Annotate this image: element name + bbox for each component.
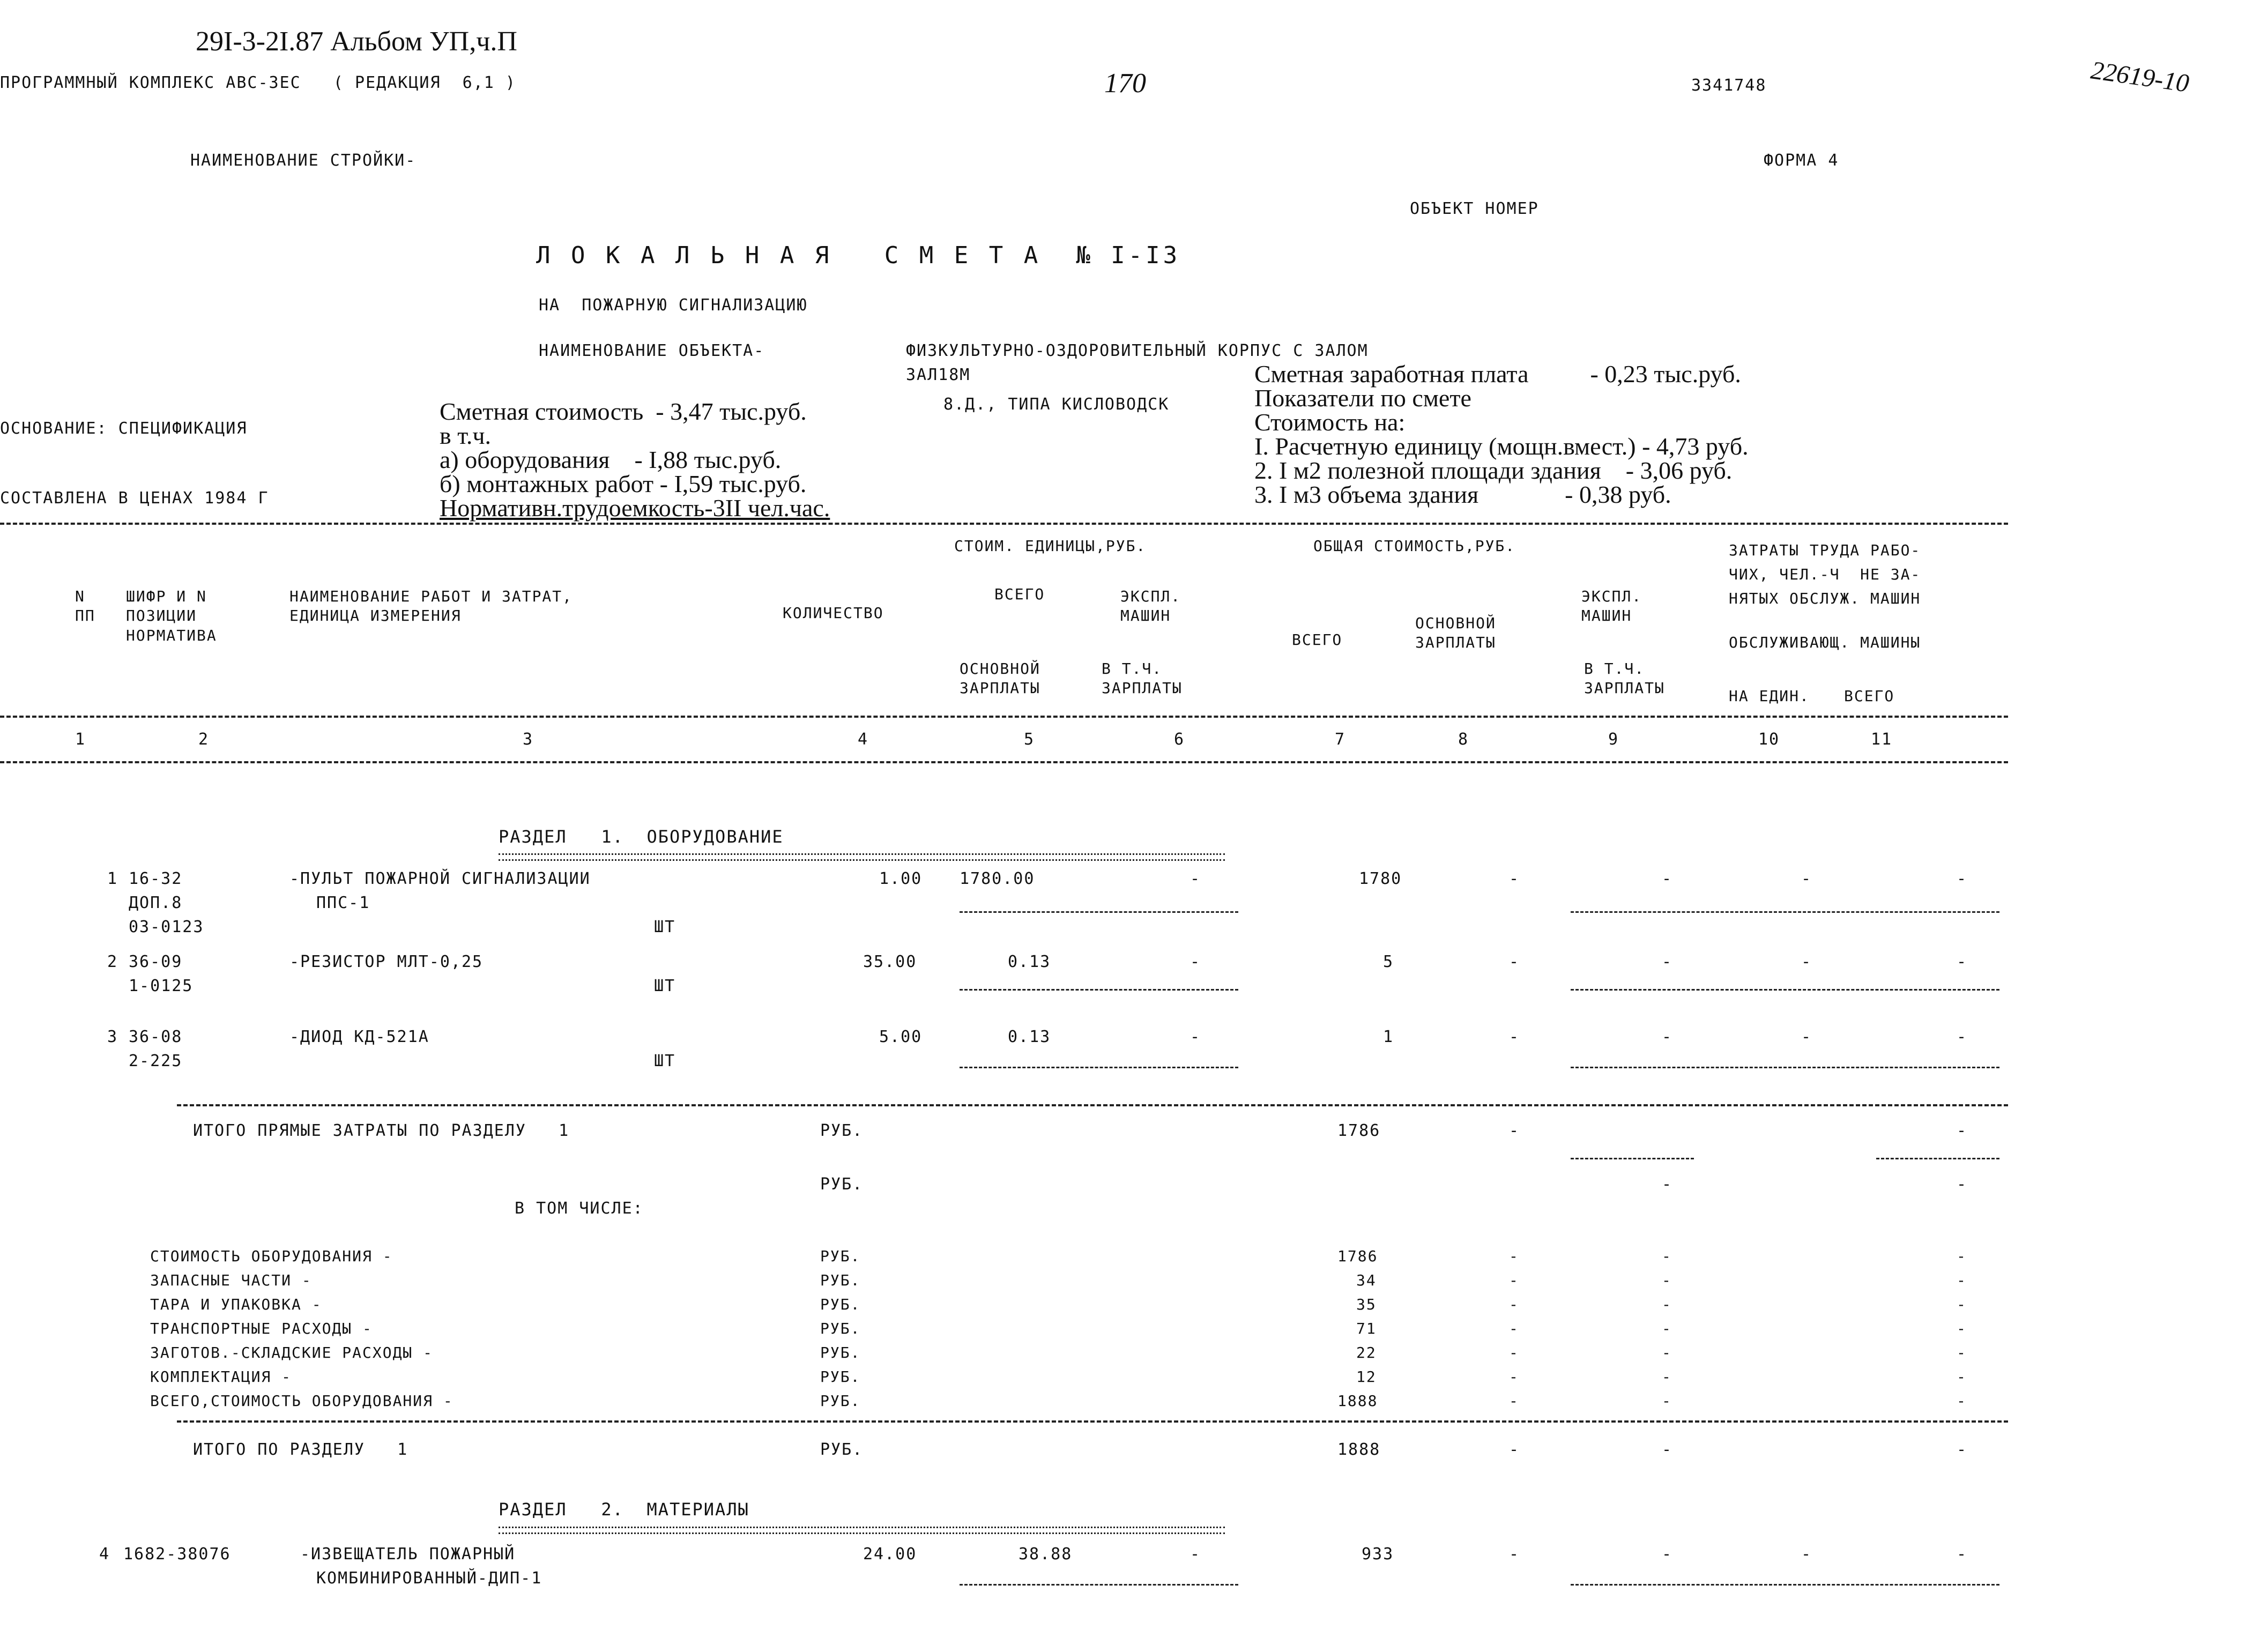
col-header-total: ВСЕГО	[1292, 631, 1343, 649]
breakdown-label: ЗАПАСНЫЕ ЧАСТИ -	[150, 1271, 312, 1289]
row-number: 2	[107, 952, 118, 971]
breakdown-label: КОМПЛЕКТАЦИЯ -	[150, 1368, 292, 1386]
breakdown-value: 1888	[1337, 1392, 1378, 1410]
breakdown-label: ТРАНСПОРТНЫЕ РАСХОДЫ -	[150, 1320, 373, 1337]
breakdown-value: 34	[1356, 1271, 1377, 1289]
row-machines: -	[1190, 1545, 1201, 1564]
page-subtitle: НА ПОЖАРНУЮ СИГНАЛИЗАЦИЮ	[539, 296, 808, 315]
column-number: 2	[198, 730, 210, 749]
row-code: 16-32	[129, 869, 183, 888]
col-header-labor-machines: ОБСЛУЖИВАЮЩ. МАШИНЫ	[1729, 634, 1921, 651]
breakdown-dash: -	[1662, 1320, 1672, 1337]
row-code-extra: ДОП.8	[129, 894, 183, 912]
cost-per-label: Стоимость на:	[1254, 408, 1406, 436]
row-rule	[1571, 1067, 1999, 1068]
direct-costs-unit-2: РУБ.	[820, 1175, 864, 1194]
breakdown-dash: -	[1957, 1368, 1967, 1386]
col-header-labor-per-unit: НА ЕДИН.	[1729, 687, 1810, 705]
row-labor-total: -	[1957, 952, 1968, 971]
col-header-labor-total: ВСЕГО	[1844, 687, 1895, 705]
row-rule	[1571, 911, 1999, 913]
direct-costs-label: ИТОГО ПРЯМЫЕ ЗАТРАТЫ ПО РАЗДЕЛУ 1	[193, 1121, 570, 1140]
row-total-machines: -	[1662, 952, 1673, 971]
direct-costs-labor-2: -	[1957, 1175, 1968, 1194]
basis-label: ОСНОВАНИЕ: СПЕЦИФИКАЦИЯ	[0, 419, 248, 438]
section-1-total-unit: РУБ.	[820, 1440, 864, 1459]
breakdown-dash: -	[1509, 1320, 1519, 1337]
col-header-unit-wages: ОСНОВНОЙ ЗАРПЛАТЫ	[960, 660, 1040, 697]
row-rule	[1571, 1584, 1999, 1586]
object-name-line-2: ЗАЛ18М	[906, 366, 971, 384]
row-machines: -	[1190, 1028, 1201, 1046]
row-labor-unit: -	[1801, 869, 1812, 888]
column-number: 3	[523, 730, 534, 749]
row-total: 5	[1383, 952, 1394, 971]
row-name-extra: КОМБИНИРОВАННЫЙ-ДИП-1	[316, 1569, 542, 1588]
col-header-quantity: КОЛИЧЕСТВО	[783, 604, 884, 622]
row-rule	[960, 1584, 1238, 1586]
section-1-total-dash: -	[1509, 1440, 1520, 1459]
row-total-machines: -	[1662, 869, 1673, 888]
row-code: 36-08	[129, 1028, 183, 1046]
row-name: -ПУЛЬТ ПОЖАРНОЙ СИГНАЛИЗАЦИИ	[289, 869, 591, 888]
breakdown-value: 12	[1356, 1368, 1377, 1386]
object-number-label: ОБЪЕКТ НОМЕР	[1410, 199, 1539, 218]
row-quantity: 24.00	[863, 1545, 917, 1564]
breakdown-unit: РУБ.	[820, 1368, 861, 1386]
row-unit-price: 0.13	[1008, 1028, 1051, 1046]
section-1-total-label: ИТОГО ПО РАЗДЕЛУ 1	[193, 1440, 408, 1459]
breakdown-unit: РУБ.	[820, 1247, 861, 1265]
direct-costs-unit: РУБ.	[820, 1121, 864, 1140]
section-2-title: РАЗДЕЛ 2. МАТЕРИАЛЫ	[499, 1499, 749, 1520]
breakdown-dash: -	[1662, 1247, 1672, 1265]
column-number: 11	[1871, 730, 1893, 749]
breakdown-unit: РУБ.	[820, 1296, 861, 1313]
row-total-machines: -	[1662, 1545, 1673, 1564]
row-name: -РЕЗИСТОР МЛТ-0,25	[289, 952, 484, 971]
section-1-total-dash: -	[1662, 1440, 1673, 1459]
column-number: 5	[1024, 730, 1035, 749]
row-quantity: 5.00	[879, 1028, 923, 1046]
cost-per-unit: I. Расчетную единицу (мощн.вмест.) - 4,73 руб.	[1254, 433, 1749, 460]
breakdown-unit: РУБ.	[820, 1271, 861, 1289]
form-label: ФОРМА 4	[1764, 151, 1839, 170]
cost-per-m2: 2. I м2 полезной площади здания - 3,06 руб.	[1254, 457, 1733, 484]
row-code-price: 03-0123	[129, 918, 204, 936]
page-number: 170	[1104, 68, 1146, 99]
breakdown-label: ТАРА И УПАКОВКА -	[150, 1296, 322, 1313]
breakdown-value: 71	[1356, 1320, 1377, 1337]
installation-cost: б) монтажных работ - I,59 тыс.руб.	[440, 470, 807, 497]
column-number: 1	[75, 730, 86, 749]
column-number: 7	[1335, 730, 1346, 749]
row-unit-price: 1780.00	[960, 869, 1035, 888]
section-1-title: РАЗДЕЛ 1. ОБОРУДОВАНИЕ	[499, 827, 784, 847]
breakdown-dash: -	[1957, 1296, 1967, 1313]
row-name: -ИЗВЕЩАТЕЛЬ ПОЖАРНЫЙ	[300, 1545, 516, 1564]
row-wages: -	[1509, 1028, 1520, 1046]
row-unit: ШТ	[654, 977, 676, 995]
col-header-total-cost: ОБЩАЯ СТОИМОСТЬ,РУБ.	[1313, 537, 1516, 555]
prices-label: СОСТАВЛЕНА В ЦЕНАХ 1984 Г	[0, 489, 269, 508]
row-rule	[1571, 1158, 1694, 1159]
row-rule	[960, 911, 1238, 913]
row-rule	[1876, 1158, 1999, 1159]
column-number: 8	[1458, 730, 1469, 749]
breakdown-dash: -	[1509, 1247, 1519, 1265]
direct-costs-wages: -	[1509, 1121, 1520, 1140]
breakdown-unit: РУБ.	[820, 1392, 861, 1410]
header-rule-mid	[0, 716, 2008, 718]
row-number: 1	[107, 869, 118, 888]
breakdown-value: 22	[1356, 1344, 1377, 1361]
row-code-extra: 1-0125	[129, 977, 194, 995]
breakdown-dash: -	[1509, 1271, 1519, 1289]
construction-label: НАИМЕНОВАНИЕ СТРОЙКИ-	[190, 151, 417, 170]
row-rule	[960, 1067, 1238, 1068]
row-code: 36-09	[129, 952, 183, 971]
object-name-line-1: ФИЗКУЛЬТУРНО-ОЗДОРОВИТЕЛЬНЫЙ КОРПУС С ЗАЛОМ	[906, 341, 1369, 360]
row-name: -ДИОД КД-521А	[289, 1028, 429, 1046]
breakdown-dash: -	[1509, 1368, 1519, 1386]
object-name-line-3: 8.Д., ТИПА КИСЛОВОДСК	[943, 395, 1170, 414]
breakdown-unit: РУБ.	[820, 1320, 861, 1337]
row-labor-unit: -	[1801, 952, 1812, 971]
row-unit-price: 0.13	[1008, 952, 1051, 971]
row-number: 3	[107, 1028, 118, 1046]
row-total-machines: -	[1662, 1028, 1673, 1046]
breakdown-dash: -	[1957, 1344, 1967, 1361]
col-header-unit-incl-wages: В Т.Ч. ЗАРПЛАТЫ	[1102, 660, 1183, 697]
col-header-total-incl-wages: В Т.Ч. ЗАРПЛАТЫ	[1584, 660, 1665, 697]
row-rule	[960, 989, 1238, 991]
breakdown-value: 1786	[1337, 1247, 1378, 1265]
breakdown-label: ВСЕГО,СТОИМОСТЬ ОБОРУДОВАНИЯ -	[150, 1392, 454, 1410]
col-header-unit-machines: ЭКСПЛ. МАШИН	[1120, 587, 1181, 625]
row-rule	[1571, 989, 1999, 991]
page-title: Л О К А Л Ь Н А Я С М Е Т А № I-I3	[536, 242, 1181, 269]
row-labor-unit: -	[1801, 1028, 1812, 1046]
col-header-name: НАИМЕНОВАНИЕ РАБОТ И ЗАТРАТ, ЕДИНИЦА ИЗМЕРЕНИЯ	[289, 587, 573, 625]
column-number: 6	[1174, 730, 1185, 749]
cost-per-m3: 3. I м3 объема здания - 0,38 руб.	[1254, 481, 1671, 508]
section-1-total-dash: -	[1957, 1440, 1968, 1459]
breakdown-dash: -	[1662, 1344, 1672, 1361]
object-name-label: НАИМЕНОВАНИЕ ОБЪЕКТА-	[539, 341, 765, 360]
col-header-labor: ЗАТРАТЫ ТРУДА РАБО- ЧИХ, ЧЕЛ.-Ч НЕ ЗА- НЯТЫХ ОБСЛУЖ. МАШИН	[1729, 541, 1921, 607]
indicators-label: Показатели по смете	[1254, 384, 1471, 412]
row-wages: -	[1509, 952, 1520, 971]
column-number: 9	[1608, 730, 1619, 749]
breakdown-dash: -	[1957, 1320, 1967, 1337]
breakdown-value: 35	[1356, 1296, 1377, 1313]
including-subheading: В ТОМ ЧИСЛЕ:	[515, 1199, 644, 1218]
estimated-cost: Сметная стоимость - 3,47 тыс.руб.	[440, 398, 807, 425]
col-header-unit-cost: СТОИМ. ЕДИНИЦЫ,РУБ.	[954, 537, 1147, 555]
row-wages: -	[1509, 1545, 1520, 1564]
document-code: 3341748	[1691, 76, 1767, 95]
breakdown-label: ЗАГОТОВ.-СКЛАДСКИЕ РАСХОДЫ -	[150, 1344, 434, 1361]
row-machines: -	[1190, 952, 1201, 971]
album-reference: 29I-3-2I.87 Альбом УП,ч.П	[196, 26, 517, 57]
row-machines: -	[1190, 869, 1201, 888]
row-labor-total: -	[1957, 1028, 1968, 1046]
row-labor-total: -	[1957, 1545, 1968, 1564]
header-rule-bottom	[0, 761, 2008, 763]
row-unit-price: 38.88	[1019, 1545, 1073, 1564]
row-code-extra: 2-225	[129, 1052, 183, 1070]
section-1-items-rule	[177, 1104, 2008, 1106]
breakdown-label: СТОИМОСТЬ ОБОРУДОВАНИЯ -	[150, 1247, 393, 1265]
breakdown-dash: -	[1509, 1296, 1519, 1313]
breakdown-dash: -	[1662, 1368, 1672, 1386]
column-number: 10	[1758, 730, 1780, 749]
breakdown-dash: -	[1509, 1344, 1519, 1361]
header-rule-top	[0, 523, 2008, 525]
row-code: 1682-38076	[123, 1545, 231, 1564]
col-header-total-machines: ЭКСПЛ. МАШИН	[1581, 587, 1642, 625]
col-header-n: N ПП	[75, 587, 95, 625]
section-2-rule	[499, 1527, 1225, 1534]
section-1-rule	[499, 853, 1225, 861]
direct-costs-total: 1786	[1337, 1121, 1381, 1140]
direct-costs-machines: -	[1662, 1175, 1673, 1194]
col-header-code: ШИФР И N ПОЗИЦИИ НОРМАТИВА	[126, 587, 217, 644]
handwritten-reference: 22619-10	[2089, 56, 2191, 98]
row-total: 1	[1383, 1028, 1394, 1046]
direct-costs-labor: -	[1957, 1121, 1968, 1140]
column-number: 4	[858, 730, 869, 749]
row-quantity: 1.00	[879, 869, 923, 888]
program-complex: ПРОГРАММНЫЙ КОМПЛЕКС АВС-ЗЕС ( РЕДАКЦИЯ 6,1 )	[0, 73, 516, 92]
row-unit: ШТ	[654, 918, 676, 936]
breakdown-dash: -	[1509, 1392, 1519, 1410]
breakdown-dash: -	[1957, 1247, 1967, 1265]
col-header-unit-total: ВСЕГО	[994, 585, 1045, 603]
labor-intensity: Нормативн.трудоемкость-3II чел.час.	[440, 494, 830, 522]
breakdown-dash: -	[1662, 1296, 1672, 1313]
section-1-total-value: 1888	[1337, 1440, 1381, 1459]
row-name-model: ППС-1	[316, 894, 370, 912]
equipment-cost: а) оборудования - I,88 тыс.руб.	[440, 446, 782, 473]
row-total: 1780	[1359, 869, 1402, 888]
row-wages: -	[1509, 869, 1520, 888]
breakdown-dash: -	[1662, 1392, 1672, 1410]
including-label: в т.ч.	[440, 422, 491, 449]
row-total: 933	[1362, 1545, 1394, 1564]
breakdown-dash: -	[1957, 1271, 1967, 1289]
estimated-wages: Сметная заработная плата - 0,23 тыс.руб.	[1254, 360, 1741, 388]
row-labor-unit: -	[1801, 1545, 1812, 1564]
section-1-total-rule	[177, 1420, 2008, 1423]
row-number: 4	[99, 1545, 110, 1564]
breakdown-unit: РУБ.	[820, 1344, 861, 1361]
row-quantity: 35.00	[863, 952, 917, 971]
row-unit: ШТ	[654, 1052, 676, 1070]
col-header-total-wages: ОСНОВНОЙ ЗАРПЛАТЫ	[1415, 614, 1496, 652]
row-labor-total: -	[1957, 869, 1968, 888]
breakdown-dash: -	[1957, 1392, 1967, 1410]
breakdown-dash: -	[1662, 1271, 1672, 1289]
